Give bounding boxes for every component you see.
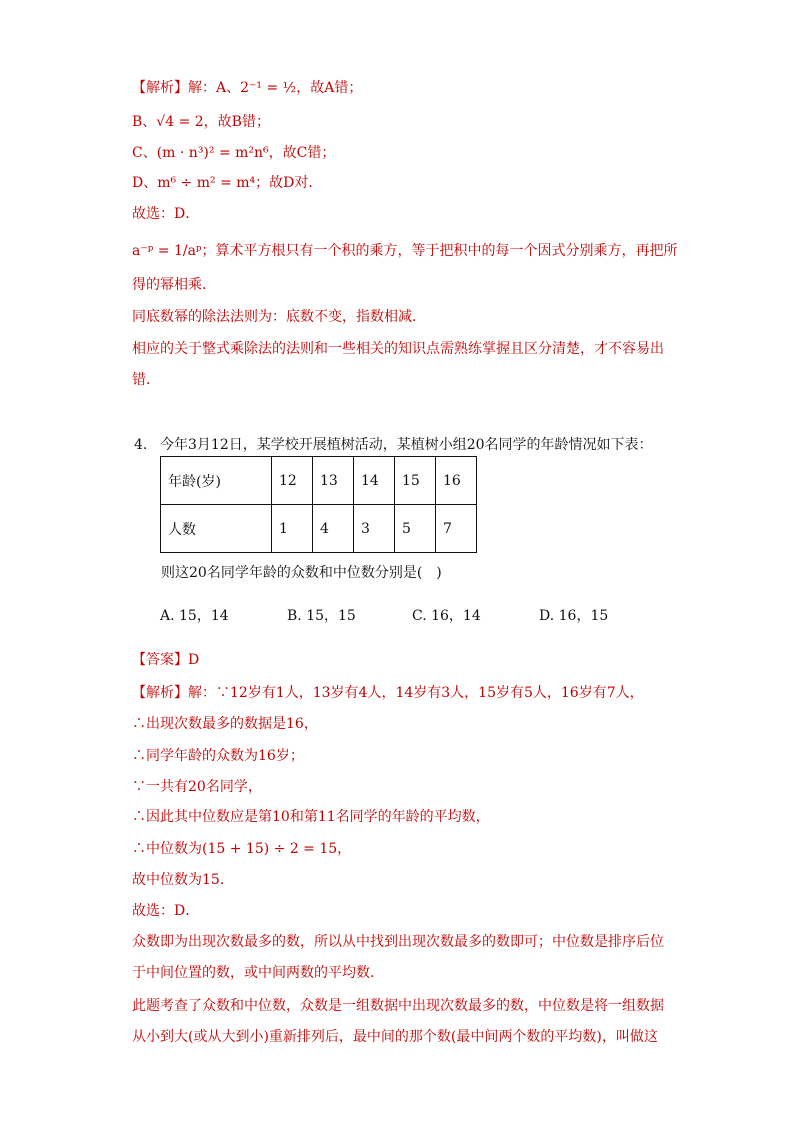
- analysis-line-9: 相应的关于整式乘除法的法则和一些相关的知识点需熟练掌握且区分清楚，才不容易出: [132, 341, 664, 357]
- answer-line-6: ∴中位数为(15 + 15) ÷ 2 = 15，: [132, 841, 352, 857]
- question-text: 今年3月12日，某学校开展植树活动，某植树小组20名同学的年龄情况如下表：: [160, 437, 653, 453]
- answer-line-1: 【解析】解：∵12岁有1人，13岁有4人，14岁有3人，15岁有5人，16岁有7人，: [132, 685, 644, 701]
- question-prompt: 则这20名同学年龄的众数和中位数分别是( ): [161, 565, 442, 581]
- option-a: A. 15，14: [160, 608, 229, 624]
- table-cell: 年龄(岁): [161, 457, 272, 505]
- analysis-line-8: 同底数幂的除法法则为：底数不变，指数相减．: [132, 309, 426, 325]
- analysis-line-7: 得的幂相乘．: [132, 277, 216, 293]
- table-cell: 4: [313, 505, 354, 553]
- table-cell: 15: [395, 457, 436, 505]
- analysis-line-10: 错．: [132, 372, 160, 388]
- table-cell: 13: [313, 457, 354, 505]
- answer-line-9: 众数即为出现次数最多的数，所以从中找到出现次数最多的数即可；中位数是排序后位: [132, 934, 664, 950]
- answer-line-12: 从小到大(或从大到小)重新排列后，最中间的那个数(最中间两个数的平均数)，叫做这: [132, 1029, 658, 1045]
- table-cell: 12: [272, 457, 313, 505]
- table-cell: 7: [436, 505, 477, 553]
- answer-line-7: 故中位数为15．: [132, 872, 234, 888]
- answer-line-4: ∵一共有20名同学，: [132, 779, 262, 795]
- table-cell: 14: [354, 457, 395, 505]
- question-number: 4.: [134, 437, 148, 453]
- table-cell: 3: [354, 505, 395, 553]
- analysis-line-2: B、√4 = 2，故B错；: [132, 114, 270, 130]
- answer-line-10: 于中间位置的数，或中间两数的平均数．: [132, 965, 384, 981]
- analysis-line-4: D、m⁶ ÷ m² = m⁴；故D对．: [132, 175, 323, 191]
- table-row: [161, 457, 477, 505]
- analysis-line-3: C、(m · n³)² = m²n⁶，故C错；: [132, 145, 336, 161]
- option-b: B. 15，15: [287, 608, 356, 624]
- table-cell: 人数: [161, 505, 272, 553]
- option-d: D. 16，15: [539, 608, 609, 624]
- option-c: C. 16，14: [412, 608, 481, 624]
- table-cell: 5: [395, 505, 436, 553]
- age-table: [160, 456, 477, 553]
- answer-line-5: ∴因此其中位数应是第10和第11名同学的年龄的平均数，: [132, 809, 490, 825]
- table-cell: 1: [272, 505, 313, 553]
- answer-line-11: 此题考查了众数和中位数，众数是一组数据中出现次数最多的数，中位数是将一组数据: [132, 998, 664, 1014]
- analysis-line-6: a⁻ᵖ = 1/aᵖ；算术平方根只有一个积的乘方，等于把积中的每一个因式分别乘方，再把所: [132, 243, 678, 259]
- table-row: [161, 505, 477, 553]
- answer-line-3: ∴同学年龄的众数为16岁；: [132, 748, 304, 764]
- answer-line-8: 故选：D．: [132, 903, 200, 919]
- answer-label: 【答案】D: [132, 652, 200, 668]
- analysis-line-5: 故选：D．: [132, 206, 200, 222]
- table-cell: 16: [436, 457, 477, 505]
- analysis-line-1: 【解析】解：A、2⁻¹ = ½，故A错；: [132, 80, 363, 96]
- answer-line-2: ∴出现次数最多的数据是16，: [132, 716, 318, 732]
